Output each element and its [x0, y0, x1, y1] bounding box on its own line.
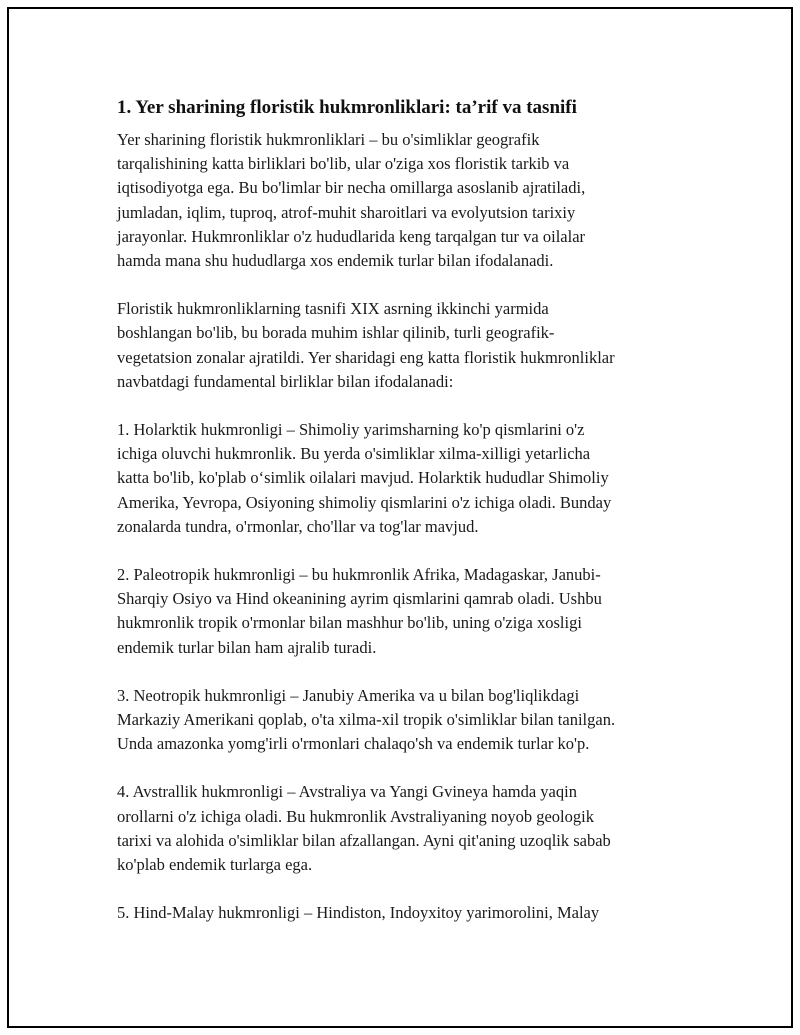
section-title: 1. Yer sharining floristik hukmronliklari: ta’rif va tasnifi — [117, 97, 577, 118]
text-line: iqtisodiyotga ega. Bu bo'limlar bir necha omillarga asoslanib ajratiladi, — [117, 178, 586, 198]
text-line: boshlangan bo'lib, bu borada muhim ishlar qilinib, turli geografik- — [117, 323, 555, 343]
paragraph-australian — [117, 780, 717, 877]
text-line: jumladan, iqlim, tuproq, atrof-muhit sharoitlari va evolyutsion tarixiy — [117, 202, 576, 222]
paragraph-classification — [117, 297, 717, 394]
text-line: 2. Paleotropik hukmronligi – bu hukmronlik Afrika, Madagaskar, Janubi- — [117, 565, 601, 585]
text-line: 4. Avstrallik hukmronligi – Avstraliya va Yangi Gvineya hamda yaqin — [117, 782, 577, 802]
text-line: Markaziy Amerikani qoplab, o'ta xilma-xil tropik o'simliklar bilan tanilgan. — [117, 710, 616, 730]
text-line: ko'plab endemik turlarga ega. — [117, 855, 313, 875]
text-line: zonalarda tundra, o'rmonlar, cho'llar va tog'lar mavjud. — [117, 516, 479, 536]
text-line: hukmronlik tropik o'rmonlar bilan mashhur bo'lib, uning o'ziga xosligi — [117, 613, 582, 633]
text-line: ichiga oluvchi hukmronlik. Bu yerda o'simliklar xilma-xilligi yetarlicha — [117, 444, 591, 464]
text-line: tarixi va alohida o'simliklar bilan afzallangan. Ayni qit'aning uzoqlik sabab — [117, 830, 611, 850]
text-line: Yer sharining floristik hukmronliklari – bu o'simliklar geografik — [117, 130, 540, 149]
paragraph-neotropic — [117, 684, 717, 757]
text-line: hamda mana shu hududlarga xos endemik turlar bilan ifodalanadi. — [117, 251, 554, 271]
paragraph-intro — [117, 128, 717, 273]
text-line: orollarni o'z ichiga oladi. Bu hukmronlik Avstraliyaning noyob geologik — [117, 806, 594, 826]
text-line: 3. Neotropik hukmronligi – Janubiy Amerika va u bilan bog'liqlikdagi — [117, 685, 580, 705]
document-body — [117, 94, 717, 949]
text-line: Unda amazonka yomg'irli o'rmonlari chalaqo'sh va endemik turlar ko'p. — [117, 734, 590, 754]
text-line: 1. Holarktik hukmronligi – Shimoliy yarimsharning ko'p qismlarini o'z — [117, 420, 585, 440]
paragraph-paleotropic — [117, 563, 717, 660]
text-line: katta bo'lib, ko'plab o‘simlik oilalari mavjud. Holarktik hududlar Shimoliy — [117, 468, 609, 488]
text-line: endemik turlar bilan ham ajralib turadi. — [117, 637, 377, 657]
text-line: Floristik hukmronliklarning tasnifi XIX asrning ikkinchi yarmida — [117, 299, 549, 319]
text-line: 5. Hind-Malay hukmronligi – Hindiston, Indoyxitoy yarimorolini, Malay — [117, 903, 600, 923]
text-line: navbatdagi fundamental birliklar bilan ifodalanadi: — [117, 371, 454, 391]
text-line: tarqalishining katta birliklari bo'lib, ular o'ziga xos floristik tarkib va — [117, 154, 570, 174]
paragraph-indo-malay — [117, 901, 717, 925]
text-line: Sharqiy Osiyo va Hind okeanining ayrim qismlarini qamrab oladi. Ushbu — [117, 589, 602, 609]
text-line: vegetatsion zonalar ajratildi. Yer sharidagi eng katta floristik hukmronliklar — [117, 347, 615, 367]
paragraph-holarctic — [117, 418, 717, 539]
text-line: jarayonlar. Hukmronliklar o'z hududlarida keng tarqalgan tur va oilalar — [117, 226, 586, 246]
text-line: Amerika, Yevropa, Osiyoning shimoliy qismlarini o'z ichiga oladi. Bunday — [117, 492, 612, 512]
